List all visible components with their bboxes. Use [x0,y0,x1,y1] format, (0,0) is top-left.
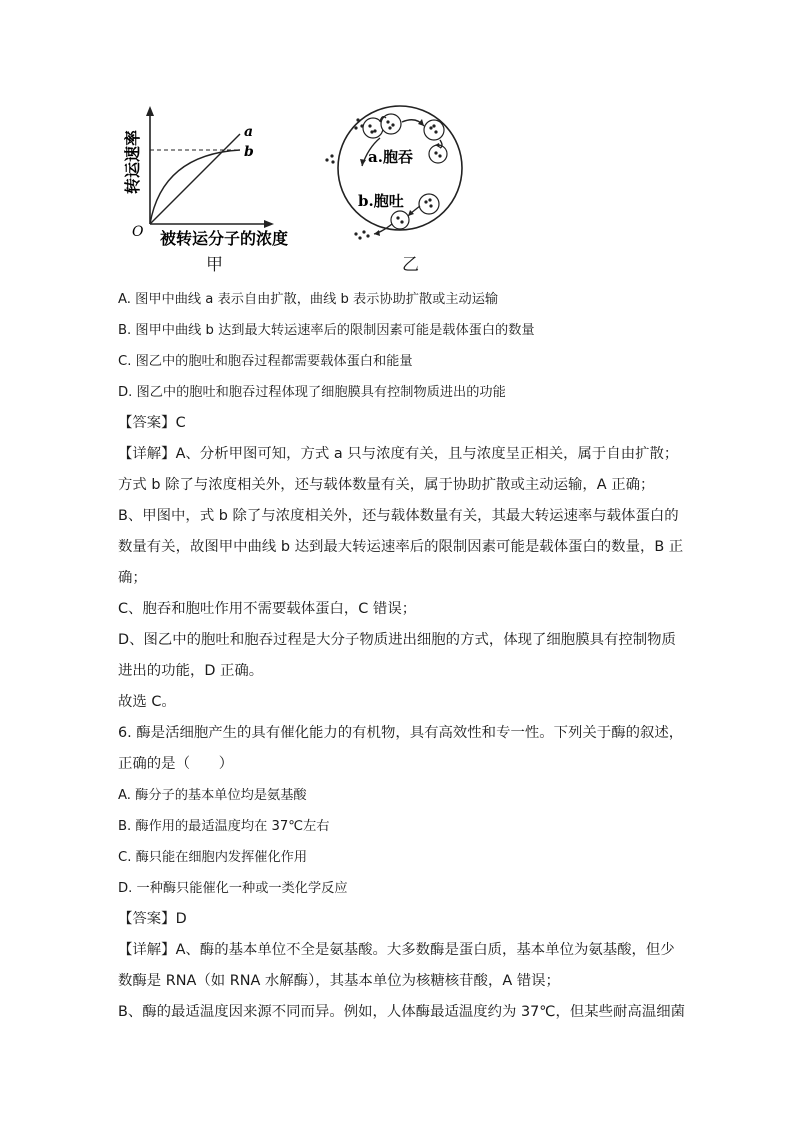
answer-line: 【答案】C [118,415,186,431]
figure-area [118,98,478,278]
curve-a [150,134,240,224]
explanation-line: B、甲图中，式 b 除了与浓度相关外，还与载体数量有关，其最大转运速率与载体蛋白的 [118,508,679,524]
explanation-line: 进出的功能，D 正确。 [118,663,264,679]
curve-a-label: a [244,124,254,140]
exocytosis-vesicle [391,211,409,229]
question-6-stem: 正确的是（ ） [118,756,234,772]
figure-yi-cell [325,106,462,240]
question-6-stem: 6. 酶是活细胞产生的具有催化能力的有机物，具有高效性和专一性。下列关于酶的叙述， [118,725,684,741]
figure-yi-caption: 乙 [402,255,419,275]
explanation-line: 方式 b 除了与浓度相关外，还与载体数量有关，属于协助扩散或主动运输，A 正确； [118,477,655,493]
explanation-line: 【详解】A、分析甲图可知，方式 a 只与浓度有关，且与浓度呈正相关，属于自由扩散； [118,446,679,462]
curve-b-label: b [244,144,254,160]
conclusion-line: 故选 C。 [118,694,176,710]
figures-svg [118,98,478,278]
explanation-line: 数量有关，故图甲中曲线 b 达到最大转运速率后的限制因素可能是载体蛋白的数量，B 正 [118,539,684,555]
exocytosis-vesicle [419,194,439,214]
option-b: B. 酶作用的最适温度均在 37℃左右 [118,819,330,834]
option-c: C. 酶只能在细胞内发挥催化作用 [118,850,308,865]
curve-b [150,150,240,224]
endocytosis-vesicle [424,120,444,140]
option-a: A. 图甲中曲线 a 表示自由扩散，曲线 b 表示协助扩散或主动运输 [118,292,499,307]
endocytosis-label: a.胞吞 [368,148,413,166]
y-axis-label: 转运速率 [123,129,142,194]
option-d: D. 图乙中的胞吐和胞吞过程体现了细胞膜具有控制物质进出的功能 [118,385,506,400]
x-axis-arrow [264,220,274,228]
explanation-line: 确； [118,570,147,586]
option-c: C. 图乙中的胞吐和胞吞过程都需要载体蛋白和能量 [118,354,413,369]
explanation-line: 【详解】A、酶的基本单位不全是氨基酸。大多数酶是蛋白质，基本单位为氨基酸，但少 [118,942,675,958]
answer-line: 【答案】D [118,911,187,927]
explanation-line: B、酶的最适温度因来源不同而异。例如，人体酶最适温度约为 37℃，但某些耐高温细菌 [118,1004,685,1020]
particle-dots [325,118,441,239]
explanation-line: D、图乙中的胞吐和胞吞过程是大分子物质进出细胞的方式，体现了细胞膜具有控制物质 [118,632,676,648]
option-a: A. 酶分子的基本单位均是氨基酸 [118,788,307,803]
x-axis-label: 被转运分子的浓度 [160,229,289,248]
exocytosis-label: b.胞吐 [358,192,404,210]
figure-jia-graph [123,106,288,248]
option-d: D. 一种酶只能催化一种或一类化学反应 [118,881,348,896]
explanation-line: C、胞吞和胞吐作用不需要载体蛋白，C 错误； [118,601,417,617]
origin-label: O [132,224,144,240]
endocytosis-vesicle [429,145,447,163]
text-body [118,284,685,1028]
figure-jia-caption: 甲 [206,255,223,275]
y-axis-arrow [146,106,154,116]
explanation-line: 数酶是 RNA（如 RNA 水解酶），其基本单位为核糖核苷酸，A 错误； [118,973,560,989]
option-b: B. 图甲中曲线 b 达到最大转运速率后的限制因素可能是载体蛋白的数量 [118,323,535,338]
